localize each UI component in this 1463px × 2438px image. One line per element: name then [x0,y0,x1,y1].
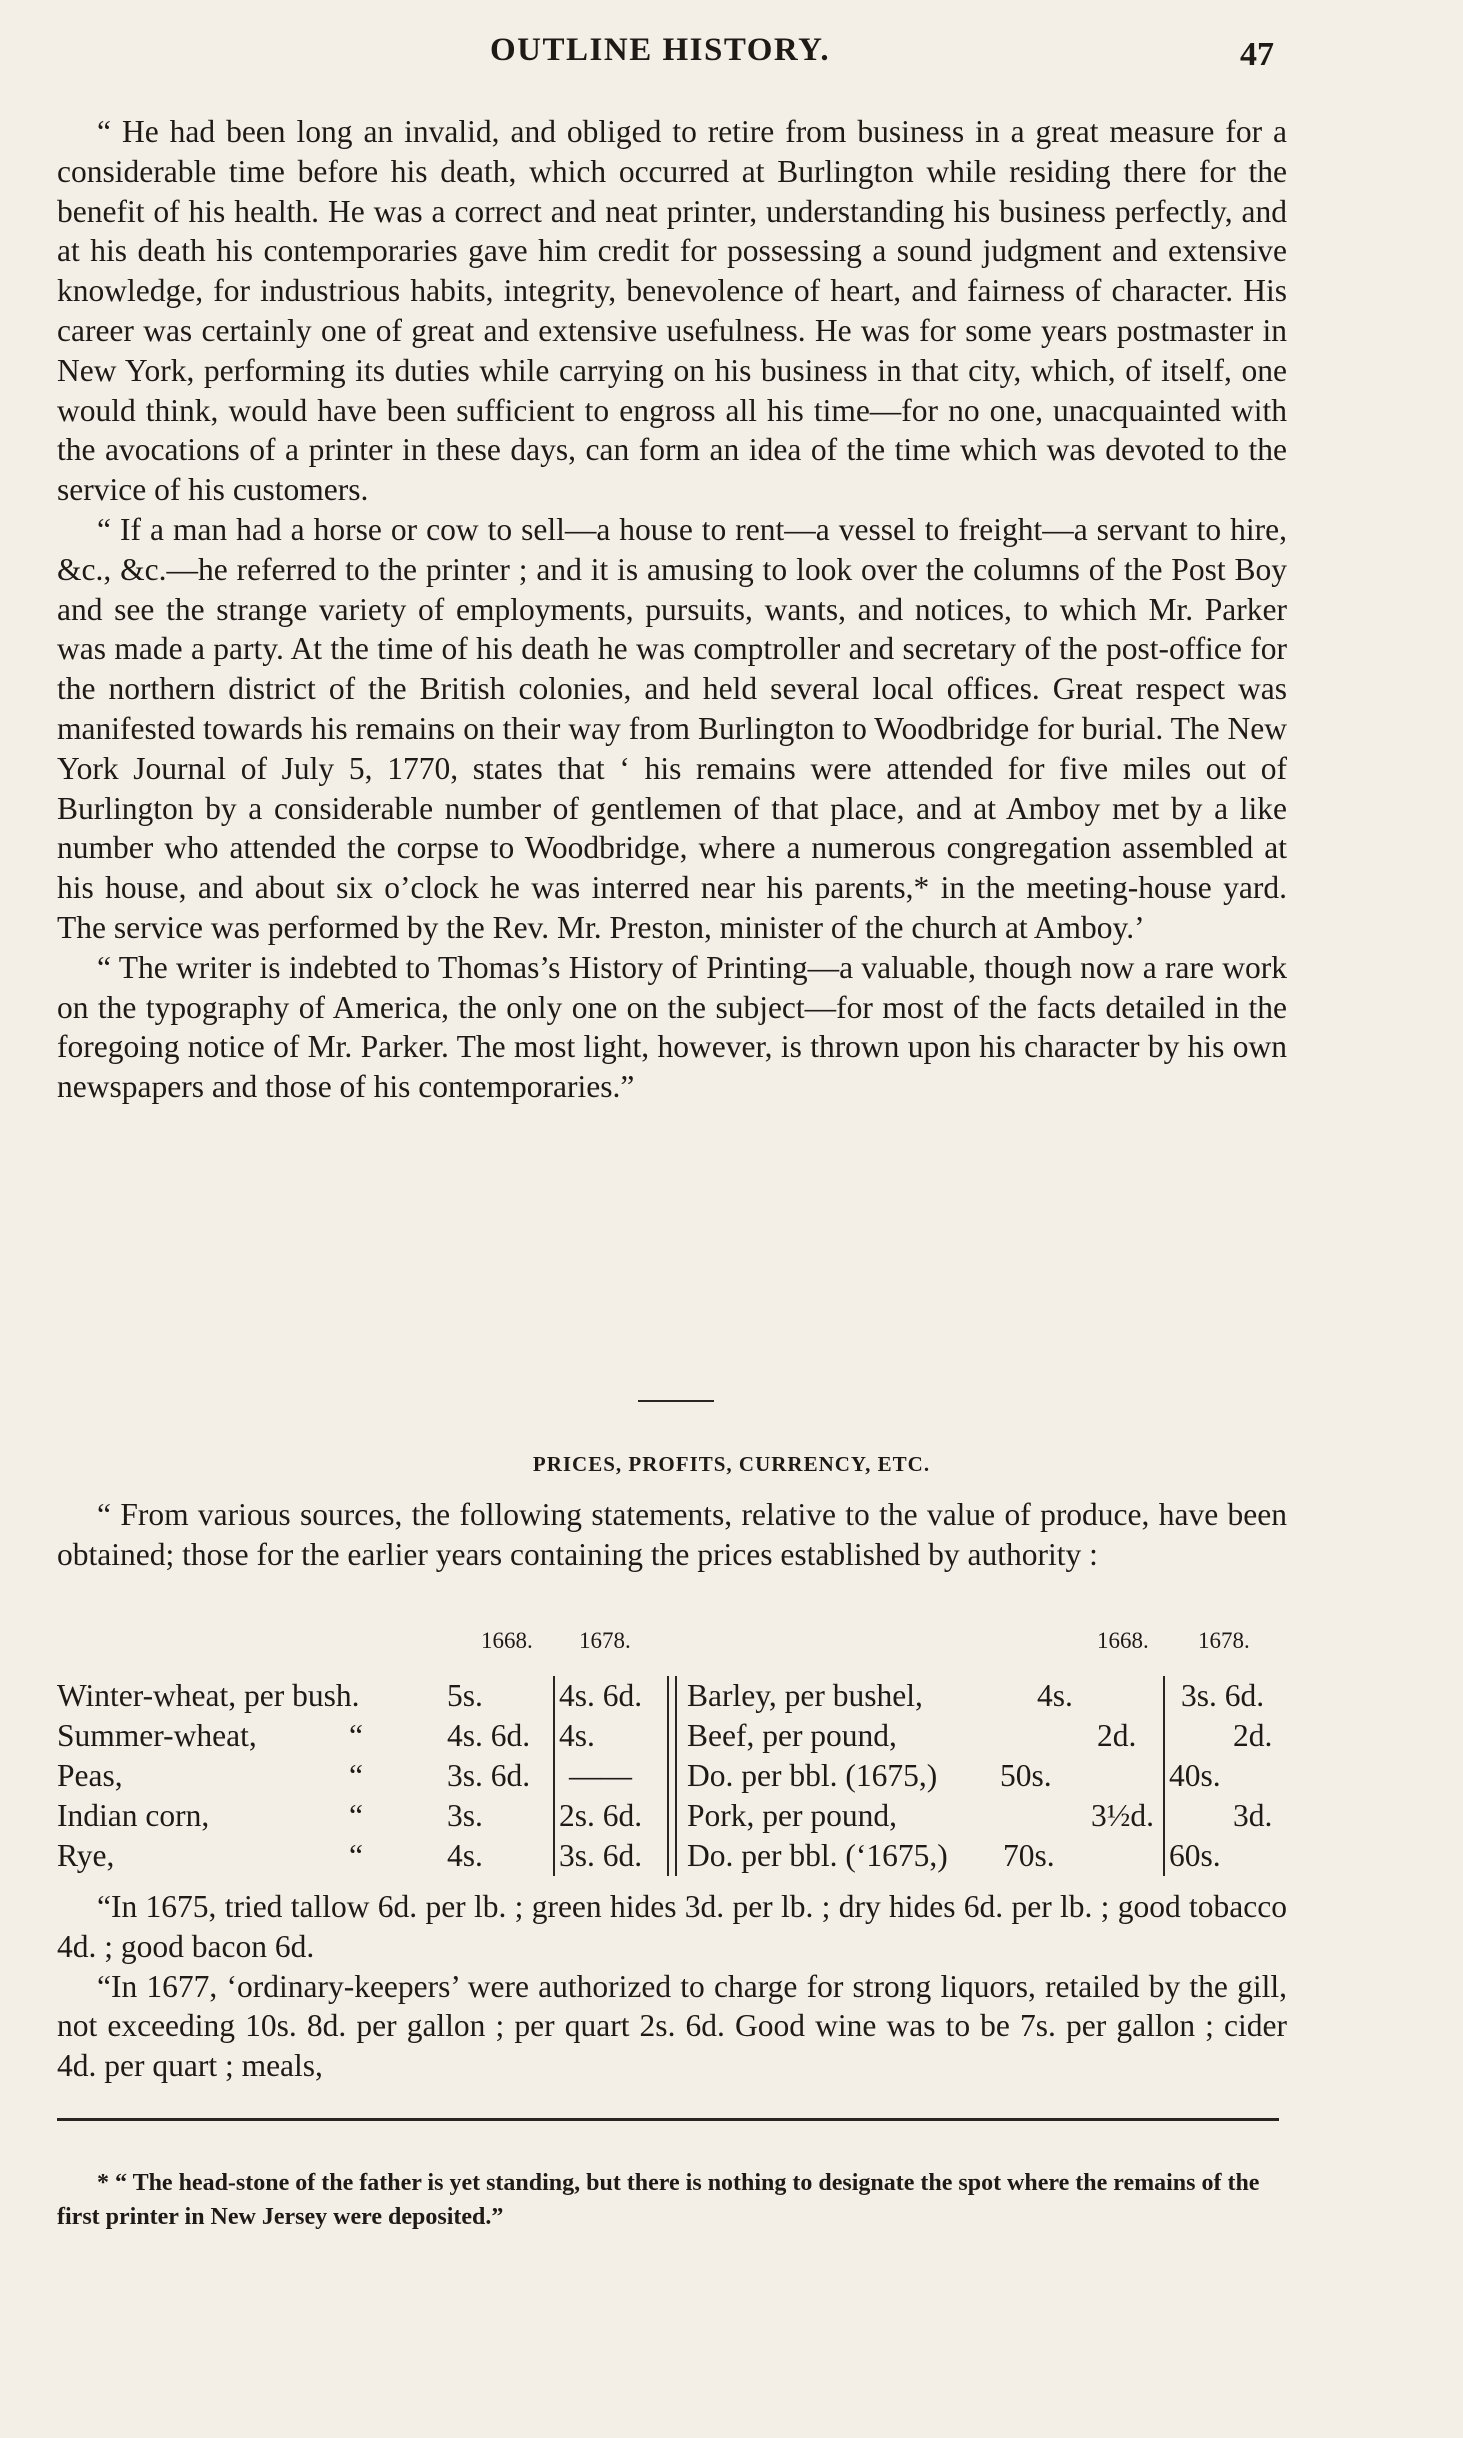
table-row-item: Indian corn, [57,1798,210,1833]
section-divider [638,1400,714,1402]
paragraph: “In 1677, ‘ordinary-keepers’ were authorized to charge for strong liquors, retailed by the gill, not exceeding 10s. 8d. per gallon ; per quart 2s. 6d. Good wine was to be 7s. per gallon ; cider 4d. per quart ; meals, [57,1968,1287,2084]
column-rule [1163,1676,1165,1876]
column-heading-1678-right: 1678. [1198,1628,1250,1653]
table-row-value: 4s. [447,1838,483,1873]
table-row-item: Do. per bbl. (‘1675,) [687,1838,948,1873]
column-rule [675,1676,677,1876]
column-heading-1678-left: 1678. [579,1628,631,1653]
ditto-mark: “ [349,1718,363,1753]
paragraph: “ The writer is indebted to Thomas’s History of Printing—a valuable, though now a rare work on the typography of America, the only one on the subject—for most of the facts detailed in the foregoing notice of Mr. Parker. The most light, however, is thrown upon his character by his own newspapers and those of his contemporaries.” [57,949,1287,1105]
table-row-value: 3s. [447,1798,483,1833]
paragraph: “ He had been long an invalid, and obliged to retire from business in a great measure for a considerable time before his death, which occurred at Burlington while residing there for the benefit of his health. He was a correct and neat printer, understanding his business perfectly, and at his death his contemporaries gave him credit for possessing a sound judgment and extensive knowledge, for industrious habits, integrity, benevolence of heart, and fairness of character. His career was certainly one of great and extensive usefulness. He was for some years postmaster in New York, performing its duties while carrying on his business in that city, which, of itself, one would think, would have been sufficient to engross all his time—for no one, unacquainted with the avocations of a printer in these days, can form an idea of the time which was devoted to the service of his customers. [57,114,1287,508]
running-head [0,32,1463,82]
post-table-text [57,1887,1287,2086]
table-row-item: Pork, per pound, [687,1798,897,1833]
table-row-value: 3s. 6d. [447,1758,531,1793]
footnote: * “ The head-stone of the father is yet standing, but there is nothing to designate the spot where the remains of the first printer in New Jersey were deposited.” [57,2170,1260,2230]
table-row-value: 60s. [1169,1838,1221,1873]
section-heading: PRICES, PROFITS, CURRENCY, ETC. [532,1452,931,1476]
table-row-value: 50s. [1000,1758,1052,1793]
table-row-value: 4s. 6d. [447,1718,531,1753]
table-row-value: 2s. 6d. [559,1798,643,1833]
table-row-item: Barley, per bushel, [687,1678,923,1713]
column-heading-1668-left: 1668. [481,1628,533,1653]
paragraph: “ From various sources, the following statements, relative to the value of produce, have been obtained; those for the earlier years containing the prices established by authority : [57,1497,1287,1572]
body-text [57,112,1287,1107]
table-row-value: 3½d. [1091,1798,1154,1833]
table-row-value: 4s. [1037,1678,1073,1713]
ditto-mark: “ [349,1838,363,1873]
table-row-value: 4s. 6d. [559,1678,643,1713]
table-row-value: 3d. [1233,1798,1273,1833]
column-heading-1668-right: 1668. [1097,1628,1149,1653]
table-row-item: Peas, [57,1758,123,1793]
ditto-mark: “ [349,1758,363,1793]
table-row-value: 2d. [1233,1718,1273,1753]
table-row-value: 2d. [1097,1718,1137,1753]
column-rule [667,1676,669,1876]
table-row-item: Do. per bbl. (1675,) [687,1758,938,1793]
paragraph: “ If a man had a horse or cow to sell—a house to rent—a vessel to freight—a servant to hire, &c., &c.—he referred to the printer ; and it is amusing to look over the columns of the Post Boy and see the strange variety of employments, pursuits, wants, and notices, to which Mr. Parker was made a party. At the time of his death he was comptroller and secretary of the post-office for the northern district of the British colonies, and held several local offices. Great respect was manifested towards his remains on their way from Burlington to Woodbridge for burial. The New York Journal of July 5, 1770, states that ‘ his remains were attended for five miles out of Burlington by a considerable number of gentlemen of that place, and at Amboy met by a like number who attended the corpse to Woodbridge, where a numerous congregation assembled at his house, and about six o’clock he was interred near his parents,* in the meeting-house yard. The service was performed by the Rev. Mr. Preston, minister of the church at Amboy.’ [57,511,1287,945]
running-title: OUTLINE HISTORY. [490,32,831,68]
table-row-value: 5s. [447,1678,483,1713]
table-row-item: Rye, [57,1838,115,1873]
table-row-value: 3s. 6d. [1181,1678,1265,1713]
footnote-rule [57,2118,1279,2121]
table-row-item: Beef, per pound, [687,1718,897,1753]
table-row-item: Winter-wheat, per bush. [57,1678,360,1713]
column-rule [553,1676,555,1876]
prices-table [57,1628,1287,1878]
page-number: 47 [1240,36,1274,73]
table-row-value: 40s. [1169,1758,1221,1793]
table-row-value: 4s. [559,1718,595,1753]
table-row-value: 70s. [1003,1838,1055,1873]
table-row-blank: —— [569,1758,632,1793]
table-row-item: Summer-wheat, [57,1718,257,1753]
section-intro [57,1495,1287,1575]
table-row-value: 3s. 6d. [559,1838,643,1873]
paragraph: “In 1675, tried tallow 6d. per lb. ; green hides 3d. per lb. ; dry hides 6d. per lb. ; good tobacco 4d. ; good bacon 6d. [57,1889,1287,1964]
ditto-mark: “ [349,1798,363,1833]
